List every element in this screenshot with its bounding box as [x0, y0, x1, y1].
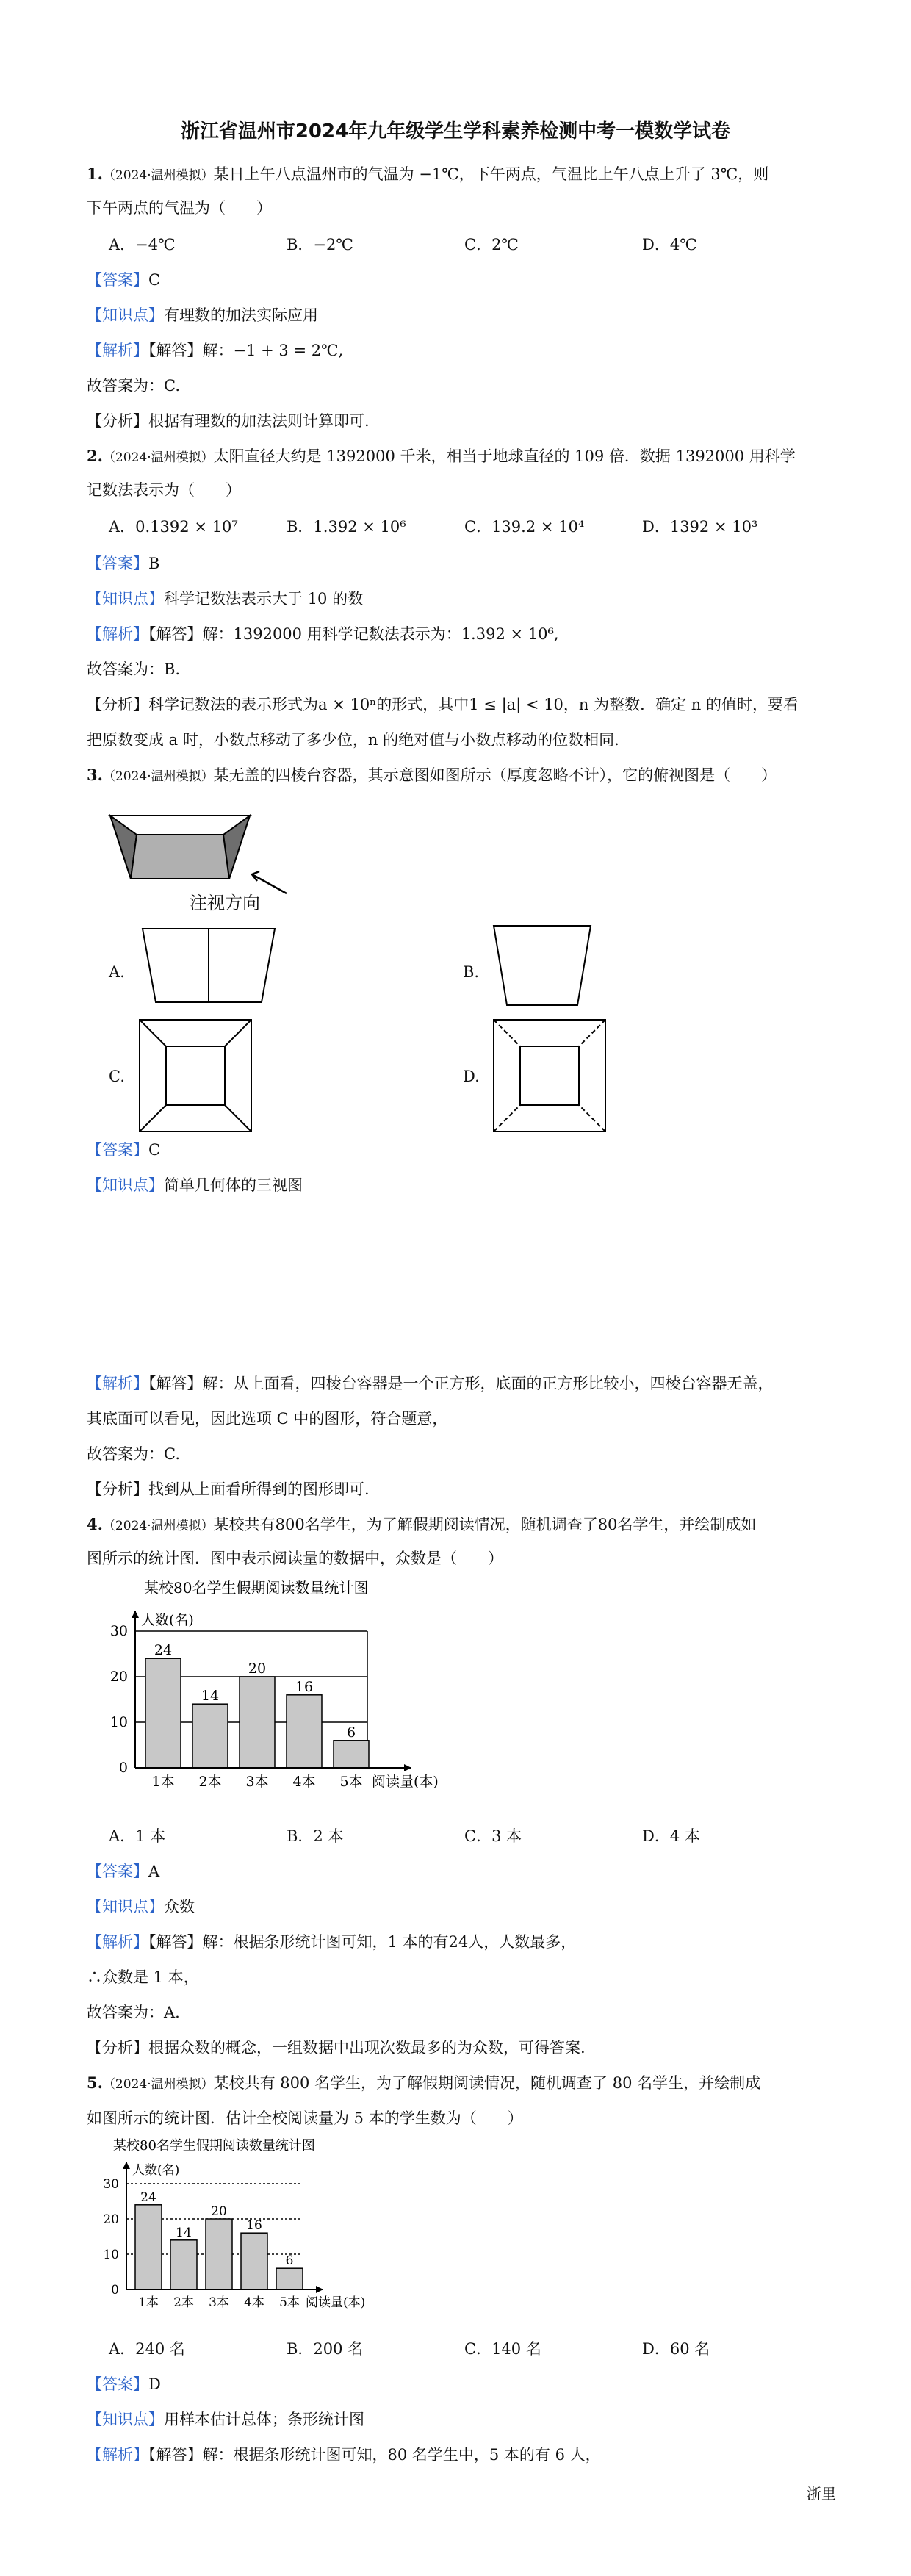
q3-ana-tag: 【分析】: [87, 1481, 148, 1498]
chart2-y-axis-arrow: [123, 2162, 130, 2169]
chart2-y-tick-label: 0: [111, 2283, 119, 2298]
chart1-x-tick-label: 2本: [198, 1774, 222, 1790]
q2-option-b: B．1.392 × 10⁶: [287, 518, 406, 536]
q1-stem-line1: [87, 163, 768, 187]
page-footer: 浙里: [807, 2485, 836, 2503]
q1-number: 1.: [87, 165, 103, 183]
q2-number: 2.: [87, 447, 103, 465]
chart1-bar-3本: [240, 1677, 275, 1768]
q3-option-b-figure: [491, 923, 594, 1011]
q1-kp-line: [87, 304, 318, 326]
q1-text2: 下午两点的气温为（ ）: [87, 199, 272, 217]
frustum-front-face: [131, 835, 229, 879]
q5-text1: 某校共有 800 名学生，为了解假期阅读情况，随机调查了 80 名学生，并绘制成: [213, 2074, 761, 2092]
q4-analysis-line: [87, 2037, 586, 2059]
q4-answer: A: [148, 1863, 160, 1880]
chart2-title: 某校80名学生假期阅读数量统计图: [113, 2138, 315, 2154]
q1-solution: 【解答】解：−1 + 3 = 2℃,: [148, 342, 344, 359]
chart2-bar-2本: [170, 2240, 197, 2289]
chart1-bar-2本: [192, 1704, 228, 1768]
q3-option-b-label: B.: [463, 963, 480, 981]
q3-option-d-figure: [491, 1017, 608, 1134]
chart2-bar-3本: [206, 2219, 232, 2289]
chart2-x-axis-arrow: [316, 2286, 323, 2293]
view-direction-arrow: [252, 874, 287, 893]
chart1-y-axis-arrow: [132, 1611, 139, 1618]
q5-text2: 如图所示的统计图．估计全校阅读量为 5 本的学生数为（ ）: [87, 2109, 523, 2127]
q2-sol-tag: 【解析】: [87, 625, 148, 643]
chart1-data-label: 24: [154, 1642, 173, 1659]
q2-kp: 科学记数法表示大于 10 的数: [164, 590, 364, 608]
q4-text1: 某校共有800名学生，为了解假期阅读情况，随机调查了80名学生，并绘制成如: [213, 1516, 757, 1533]
q4-kp-tag: 【知识点】: [87, 1898, 164, 1915]
chart2-data-label: 24: [140, 2190, 156, 2205]
q2-analysis-line1: [87, 694, 799, 716]
q1-solution-line: [87, 339, 343, 361]
q5-answer-line: [87, 2373, 161, 2395]
q4-option-a: A．1 本: [109, 1827, 166, 1845]
chart2-x-tick-label: 1本: [138, 2295, 159, 2310]
chart2-data-label: 6: [285, 2253, 294, 2269]
q3-number: 3.: [87, 766, 103, 784]
q2-answer: B: [148, 555, 160, 572]
q2-option-c: C．139.2 × 10⁴: [464, 518, 585, 536]
chart1-y-tick-label: 10: [109, 1714, 128, 1730]
q1-option-b: B．−2℃: [287, 236, 353, 253]
q5-option-b: B．200 名: [287, 2340, 364, 2358]
q2-solution-line: [87, 623, 559, 645]
q3-source: （2024·温州模拟）: [102, 769, 214, 784]
q4-solution2: ∴众数是 1 本，: [87, 1968, 199, 1986]
q3-kp: 简单几何体的三视图: [164, 1176, 303, 1194]
chart1-bar-5本: [334, 1741, 369, 1768]
q2-source: （2024·温州模拟）: [102, 450, 214, 465]
q3-kp-line: [87, 1174, 303, 1196]
q1-option-d: D．4℃: [642, 236, 697, 253]
chart1-data-label: 14: [201, 1688, 220, 1705]
chart1-data-label: 16: [295, 1678, 314, 1695]
chart1-x-tick-label: 4本: [292, 1774, 316, 1790]
q3-analysis-line: [87, 1478, 370, 1500]
q2-analysis2: 把原数变成 a 时，小数点移动了多少位，n 的绝对值与小数点移动的位数相同.: [87, 731, 619, 749]
q1-conclusion: 故答案为：C.: [87, 377, 180, 395]
chart2-y-tick-label: 30: [103, 2177, 119, 2192]
q5-sol-tag: 【解析】: [87, 2446, 148, 2464]
q4-answer-tag: 【答案】: [87, 1863, 148, 1880]
q4-sol-tag: 【解析】: [87, 1933, 148, 1951]
chart1-data-label: 20: [248, 1661, 267, 1677]
q3-answer-line: [87, 1139, 160, 1161]
q3-answer: C: [148, 1141, 161, 1159]
q2-answer-tag: 【答案】: [87, 555, 148, 572]
view-direction-label: 注视方向: [190, 893, 260, 913]
q1-kp: 有理数的加法实际应用: [164, 306, 318, 324]
q3-kp-tag: 【知识点】: [87, 1176, 164, 1194]
q5-kp-line: [87, 2408, 364, 2431]
q3-solution1: 【解答】解：从上面看，四棱台容器是一个正方形，底面的正方形比较小，四棱台容器无盖，: [148, 1375, 774, 1392]
q2-analysis1: 科学记数法的表示形式为a × 10ⁿ的形式，其中1 ≤ |a| < 10，n 为整数．确定 n 的值时，要看: [148, 696, 799, 713]
q5-answer: D: [148, 2375, 161, 2393]
chart1-bar-4本: [287, 1695, 322, 1768]
q5-stem-line1: [87, 2072, 760, 2095]
q4-bar-chart: [88, 1577, 470, 1819]
q4-option-d: D．4 本: [642, 1827, 700, 1845]
chart1-bar-1本: [145, 1658, 181, 1768]
chart1-y-tick-label: 20: [109, 1669, 128, 1685]
q3-sol-tag: 【解析】: [87, 1375, 148, 1392]
q4-text2: 图所示的统计图．图中表示阅读量的数据中，众数是（ ）: [87, 1550, 503, 1567]
q4-solution-line: [87, 1931, 576, 1953]
chart2-bar-4本: [241, 2233, 267, 2289]
q2-kp-tag: 【知识点】: [87, 590, 164, 608]
q5-solution: 【解答】解：根据条形统计图可知，80 名学生中，5 本的有 6 人，: [148, 2446, 601, 2464]
q5-source: （2024·温州模拟）: [102, 2077, 214, 2092]
q2-text1: 太阳直径大约是 1392000 千米，相当于地球直径的 109 倍．数据 1392000 用科学: [213, 447, 796, 465]
q5-option-a: A．240 名: [109, 2340, 185, 2358]
chart2-x-tick-label: 4本: [244, 2295, 264, 2310]
q5-solution-line: [87, 2444, 601, 2466]
q2-stem-line1: [87, 445, 796, 469]
q1-source: （2024·温州模拟）: [102, 168, 214, 183]
q2-kp-line: [87, 588, 363, 610]
q2-ana-tag: 【分析】: [87, 696, 148, 713]
q5-kp-tag: 【知识点】: [87, 2411, 164, 2428]
chart1-x-axis-arrow: [404, 1764, 411, 1771]
q3-solution-line1: [87, 1372, 774, 1395]
q5-answer-tag: 【答案】: [87, 2375, 148, 2393]
q3-conclusion: 故答案为：C.: [87, 1445, 180, 1463]
q1-ana-tag: 【分析】: [87, 412, 148, 430]
chart1-x-axis-label: 阅读量(本): [372, 1774, 439, 1790]
q4-number: 4.: [87, 1515, 103, 1533]
q4-kp-line: [87, 1896, 195, 1918]
q1-option-c: C．2℃: [464, 236, 519, 253]
q3-option-a-label: A.: [109, 963, 125, 981]
chart2-data-label: 14: [176, 2225, 192, 2240]
chart1-y-tick-label: 30: [109, 1623, 128, 1639]
q1-option-a: A．−4℃: [109, 236, 176, 253]
q3-answer-tag: 【答案】: [87, 1141, 148, 1159]
q1-sol-tag: 【解析】: [87, 342, 148, 359]
q2-solution: 【解答】解：1392000 用科学记数法表示为：1.392 × 10⁶,: [148, 625, 559, 643]
chart1-y-axis-label: 人数(名): [141, 1612, 194, 1628]
chart2-x-tick-label: 3本: [209, 2295, 229, 2310]
q1-answer: C: [148, 271, 161, 289]
q3-option-c-figure: [137, 1017, 254, 1134]
chart2-x-axis-label: 阅读量(本): [306, 2295, 366, 2310]
chart1-x-tick-label: 3本: [245, 1774, 269, 1790]
q1-analysis: 根据有理数的加法法则计算即可.: [148, 412, 370, 430]
q2-conclusion: 故答案为：B.: [87, 661, 181, 678]
q3-text1: 某无盖的四棱台容器，其示意图如图所示（厚度忽略不计），它的俯视图是（ ）: [213, 766, 777, 784]
chart2-y-tick-label: 10: [103, 2248, 119, 2262]
chart1-data-label: 6: [346, 1724, 356, 1741]
q4-conclusion: 故答案为：A.: [87, 2004, 180, 2021]
chart1-x-tick-label: 5本: [339, 1774, 363, 1790]
q5-bar-chart: [88, 2135, 411, 2334]
q5-number: 5.: [87, 2073, 103, 2092]
q5-option-c: C．140 名: [464, 2340, 541, 2358]
chart2-x-tick-label: 5本: [279, 2295, 300, 2310]
chart1-y-tick-label: 0: [118, 1760, 128, 1776]
q4-solution: 【解答】解：根据条形统计图可知，1 本的有24人，人数最多，: [148, 1933, 577, 1951]
chart1-title: 某校80名学生假期阅读数量统计图: [144, 1579, 369, 1597]
page-title: 浙江省温州市2024年九年级学生学科素养检测中考一模数学试卷: [180, 120, 731, 143]
q5-option-d: D．60 名: [642, 2340, 710, 2358]
q1-kp-tag: 【知识点】: [87, 306, 164, 324]
q1-analysis-line: [87, 410, 370, 432]
q1-answer-line: [87, 269, 160, 291]
chart2-data-label: 16: [246, 2218, 262, 2234]
q4-option-b: B．2 本: [287, 1827, 344, 1845]
q3-analysis: 找到从上面看所得到的图形即可.: [148, 1481, 370, 1498]
q3-option-a-figure: [140, 926, 287, 1007]
q2-answer-line: [87, 553, 159, 575]
q2-option-d: D．1392 × 10³: [642, 518, 758, 536]
chart2-data-label: 20: [211, 2204, 227, 2219]
q4-source: （2024·温州模拟）: [102, 1519, 214, 1533]
q4-kp: 众数: [164, 1898, 195, 1915]
q2-option-a: A．0.1392 × 10⁷: [109, 518, 238, 536]
chart2-y-tick-label: 20: [103, 2212, 119, 2227]
q3-stem-line1: [87, 764, 777, 788]
chart2-bar-1本: [135, 2205, 162, 2289]
q3-option-d-label: D.: [463, 1068, 480, 1085]
q4-analysis: 根据众数的概念，一组数据中出现次数最多的为众数，可得答案.: [148, 2039, 586, 2057]
q5-kp: 用样本估计总体；条形统计图: [164, 2411, 364, 2428]
q2-text2: 记数法表示为（ ）: [87, 481, 241, 499]
q4-answer-line: [87, 1860, 159, 1882]
q3-option-c-label: C.: [109, 1068, 125, 1085]
q3-solution2: 其底面可以看见，因此选项 C 中的图形，符合题意，: [87, 1410, 448, 1428]
chart2-x-tick-label: 2本: [173, 2295, 194, 2310]
q4-stem-line1: [87, 1514, 756, 1537]
q4-ana-tag: 【分析】: [87, 2039, 148, 2057]
q4-option-c: C．3 本: [464, 1827, 522, 1845]
chart1-x-tick-label: 1本: [151, 1774, 175, 1790]
chart2-bar-5本: [276, 2268, 303, 2289]
chart2-y-axis-label: 人数(名): [132, 2163, 180, 2178]
q1-text1: 某日上午八点温州市的气温为 −1℃，下午两点，气温比上午八点上升了 3℃，则: [213, 165, 769, 183]
q1-answer-tag: 【答案】: [87, 271, 148, 289]
